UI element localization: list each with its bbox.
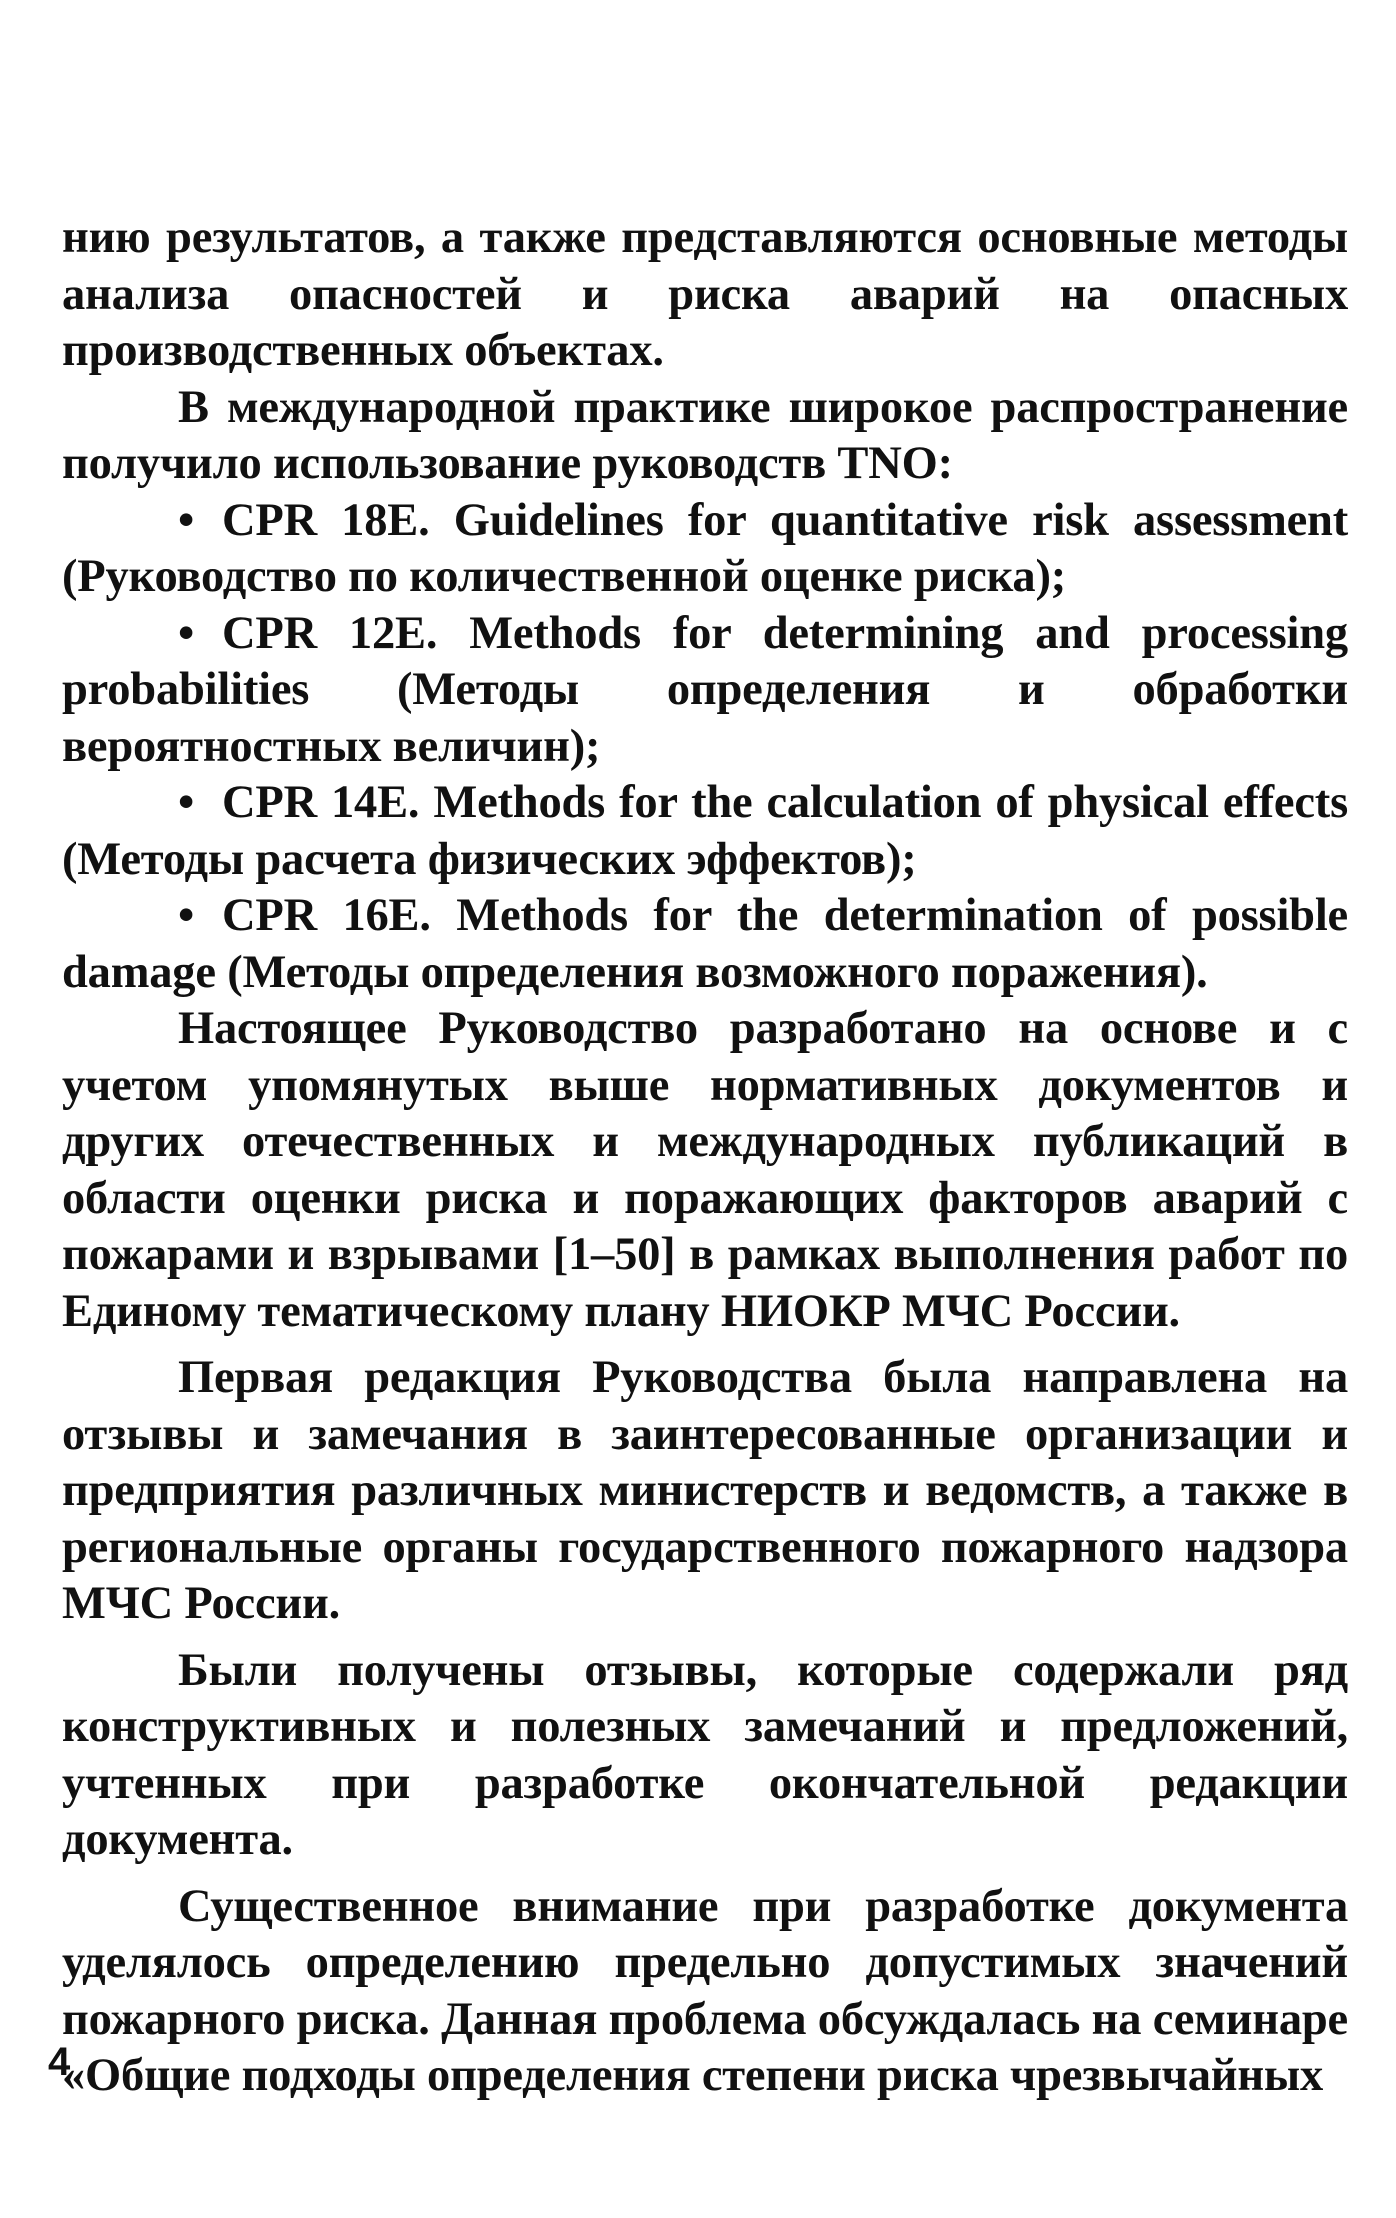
bullet-item-cpr14e bbox=[62, 775, 1348, 888]
bullet-marker: • bbox=[178, 607, 195, 659]
paragraph-first-edition: Первая редакция Руководства была направлена на отзывы и замечания в заинтересованные организации и предприятия различных министерств и ведомств, а также в региональные органы государственного пожарного надзора МЧС России. bbox=[62, 1352, 1348, 1629]
bullet-marker: • bbox=[178, 494, 195, 546]
paragraph-guide-basis: Настоящее Руководство разработано на основе и с учетом упомянутых выше нормативных документов и других отечественных и международных публикаций в области оценки риска и поражающих факторов аварий с пожарами и взрывами [1–50] в рамках выполнения работ по Единому тематическому плану НИОКР МЧС России. bbox=[62, 1003, 1348, 1337]
page-number: 4 bbox=[48, 2040, 71, 2084]
bullet-marker: • bbox=[178, 890, 195, 941]
document-page bbox=[62, 210, 1348, 2105]
paragraph-gap bbox=[62, 1633, 1348, 1643]
paragraph-tno-intro: В международной практике широкое распространение получило использование руководств TNO: bbox=[62, 381, 1348, 489]
bullet-item-cpr18e bbox=[62, 493, 1348, 606]
bullet-text: CPR 14E. Methods for the calculation of physical effects (Методы расчета физических эффектов); bbox=[62, 777, 1348, 885]
paragraph-fire-risk: Существенное внимание при разработке документа уделялось определению предельно допустимых значений пожарного риска. Данная проблема обсуждалась на семинаре «Общие подходы определения степени риска чрезвычайных bbox=[62, 1880, 1348, 2101]
bullet-marker: • bbox=[178, 777, 195, 828]
bullet-item-cpr12e bbox=[62, 606, 1348, 776]
paragraph-reviews: Были получены отзывы, которые содержали ряд конструктивных и полезных замечаний и предложений, учтенных при разработке окончательной редакции документа. bbox=[62, 1644, 1348, 1865]
paragraph-continuation: нию результатов, а также представляются основные методы анализа опасностей и риска аварий на опасных производственных объектах. bbox=[62, 212, 1348, 376]
bullet-item-cpr16e bbox=[62, 888, 1348, 1001]
paragraph-gap bbox=[62, 1340, 1348, 1350]
bullet-text: CPR 16E. Methods for the determination of possible damage (Методы определения возможного поражения). bbox=[62, 890, 1348, 998]
bullet-text: CPR 18E. Guidelines for quantitative risk assessment (Руководство по количественной оценке риска); bbox=[62, 494, 1348, 602]
bullet-text: CPR 12E. Methods for determining and processing probabilities (Методы определения и обработки вероятностных величин); bbox=[62, 607, 1348, 772]
paragraph-gap bbox=[62, 1869, 1348, 1879]
